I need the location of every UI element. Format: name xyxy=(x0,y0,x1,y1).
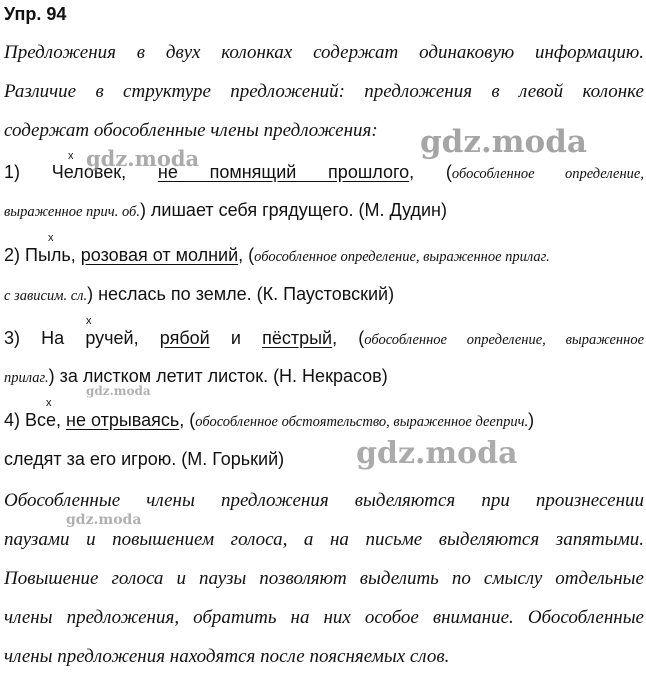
sentence-2-line-2 xyxy=(4,284,644,305)
sentence-4-line-2: следят за его игрою. (М. Горький) xyxy=(4,449,285,469)
sentence-3-conjunction: и xyxy=(209,328,263,348)
sentence-4-line-1 xyxy=(4,410,644,431)
subject-marker-1: x xyxy=(68,150,74,162)
sentence-3-note-1: обособленное определение, выраженное xyxy=(364,332,644,348)
sentence-3-adjective-2: пёстрый xyxy=(262,328,333,348)
watermark-logo-2: gdz.moda xyxy=(86,146,200,171)
sentence-1-line-2 xyxy=(4,200,644,221)
sentence-4-comma: , ( xyxy=(179,410,196,430)
exercise-title: Упр. 94 xyxy=(4,4,67,24)
sentence-4-start: 4) Все, xyxy=(4,410,67,430)
outro-line-2: паузами и повышением голоса, а на письме выделяются запятыми. xyxy=(4,529,644,550)
intro-line-2: Различие в структуре предложений: предложения в левой колонке xyxy=(4,81,644,102)
sentence-1-note-2: выраженное прич. об. xyxy=(4,204,140,220)
sentence-3-comma: , ( xyxy=(332,328,365,348)
outro-line-4: члены предложения, обратить на них особое внимание. Обособленные xyxy=(4,607,644,628)
watermark-logo-5: gdz.moda xyxy=(66,512,142,528)
sentence-3-note-2: прилаг. xyxy=(4,370,49,386)
subject-marker-2: x xyxy=(48,232,54,244)
watermark-logo-1: gdz.moda xyxy=(420,124,587,160)
sentence-3-end: ) за листком летит листок. (Н. Некрасов) xyxy=(48,366,388,386)
sentence-2-start: 2) Пыль, xyxy=(4,245,81,265)
sentence-2-end: ) неслась по земле. (К. Паустовский) xyxy=(87,284,395,304)
outro-line-1: Обособленные члены предложения выделяются при произнесении xyxy=(4,490,644,511)
sentence-1-start: 1) Человек, xyxy=(4,162,158,182)
sentence-2-note-1: обособленное определение, выраженное прилаг. xyxy=(254,249,550,265)
sentence-3-line-1 xyxy=(4,328,644,349)
sentence-2-adjective-phrase: розовая от молний xyxy=(80,245,239,265)
sentence-1-comma: , ( xyxy=(409,162,452,182)
watermark-logo-4: gdz.moda xyxy=(356,436,518,471)
intro-line-1: Предложения в двух колонках содержат одинаковую информацию. xyxy=(4,42,644,63)
sentence-2-note-2: с зависим. сл. xyxy=(4,288,88,304)
sentence-4-note-1: обособленное обстоятельство, выраженное дееприч. xyxy=(195,414,529,430)
sentence-1-note-1: обособленное определение, xyxy=(451,166,644,182)
sentence-2-line-1 xyxy=(4,245,644,266)
sentence-1-end: ) лишает себя грядущего. (М. Дудин) xyxy=(139,200,447,220)
sentence-4-bracket: ) xyxy=(528,410,535,430)
watermark-logo-3: gdz.moda xyxy=(86,384,151,398)
sentence-2-comma: , ( xyxy=(238,245,255,265)
sentence-3-start: 3) На ручей, xyxy=(4,328,160,348)
subject-marker-4: x xyxy=(46,397,52,409)
outro-line-5: члены предложения находятся после поясняемых слов. xyxy=(4,646,450,667)
sentence-1-participle-phrase: не помнящий прошлого xyxy=(157,162,410,182)
sentence-3-adjective-1: рябой xyxy=(159,328,210,348)
outro-line-3: Повышение голоса и паузы позволяют выделить по смыслу отдельные xyxy=(4,568,644,589)
subject-marker-3: x xyxy=(86,315,92,327)
intro-line-3: содержат обособленные члены предложения: xyxy=(4,120,378,141)
sentence-4-gerund-phrase: не отрываясь xyxy=(66,410,180,430)
